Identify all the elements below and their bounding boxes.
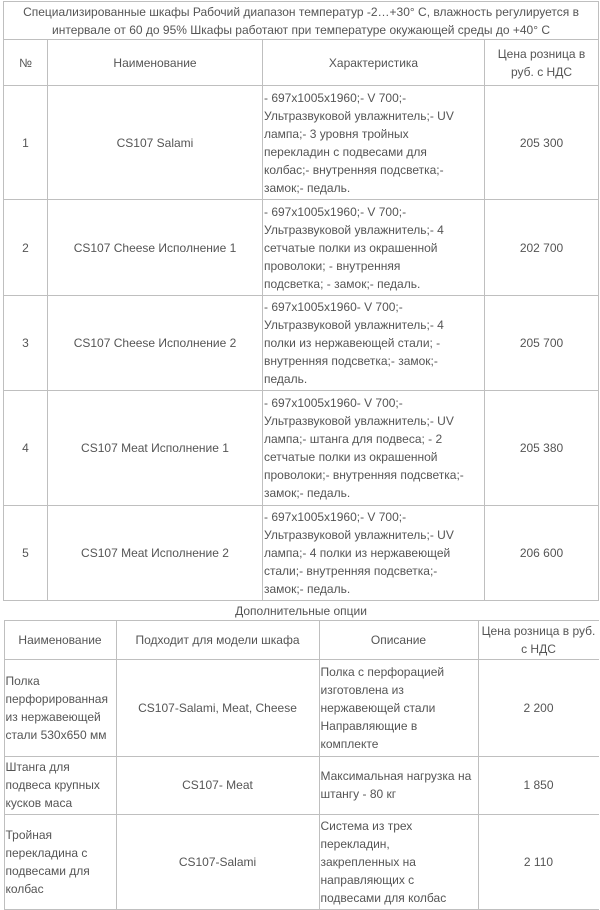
product-name: CS107 Cheese Исполнение 1 [48,200,263,296]
product-spec: - 697х1005х1960- V 700;- Ультразвуковой увлажнитель;- UV лампа;- штанга для подвеса; - 2 сетчатые полки из окрашенной проволоки;- внутренняя подсветка;- замок;- педаль. [263,391,485,506]
option-price: 2 200 [478,659,599,756]
header-row [4,40,599,86]
options-header-desc: Описание [319,621,478,659]
product-row [4,296,599,391]
options-header-name: Наименование [4,621,116,659]
option-row [4,814,599,909]
product-price: 205 300 [485,86,599,200]
product-row [4,86,599,200]
options-header-price: Цена розница в руб. с НДС [478,621,599,659]
option-name: Тройная перекладина с подвесами для колбас [4,814,116,909]
product-name: CS107 Meat Исполнение 1 [48,391,263,506]
product-name: CS107 Meat Исполнение 2 [48,506,263,601]
option-model: CS107-Salami [116,814,319,909]
product-price: 206 600 [485,506,599,601]
option-model: CS107-Salami, Meat, Cheese [116,659,319,756]
header-price: Цена розница в руб. с НДС [485,40,599,86]
product-row [4,200,599,296]
product-row [4,391,599,506]
option-desc: Максимальная нагрузка на штангу - 80 кг [319,756,478,814]
product-spec: - 697х1005х1960;- V 700;- Ультразвуковой увлажнитель;- UV лампа;- 3 уровня тройных перекладин с подвесами для колбас;- внутренняя подсветка;- замок;- педаль. [263,86,485,200]
product-name: CS107 Salami [48,86,263,200]
intro-text: Специализированные шкафы Рабочий диапазон температур -2…+30° С, влажность регулируется в интервале от 60 до 95% Шкафы работают при температуре окужающей среды до +40° С [4,2,599,40]
product-price: 205 700 [485,296,599,391]
option-desc: Полка с перфорацией изготовлена из нержавеющей стали Направляющие в комплекте [319,659,478,756]
product-num: 1 [4,86,48,200]
header-spec: Характеристика [263,40,485,86]
options-header-row [4,621,599,659]
option-name: Штанга для подвеса крупных кусков маса [4,756,116,814]
product-num: 3 [4,296,48,391]
options-title-row [4,601,599,621]
product-price: 202 700 [485,200,599,296]
product-num: 5 [4,506,48,601]
options-header-model: Подходит для модели шкафа [116,621,319,659]
option-row [4,756,599,814]
options-title: Дополнительные опции [4,601,599,621]
intro-row [4,2,599,40]
header-num: № [4,40,48,86]
product-spec: - 697х1005х1960;- V 700;- Ультразвуковой увлажнитель;- 4 сетчатые полки из окрашенной проволоки; - внутренняя подсветка; - замок;- педаль. [263,200,485,296]
option-name: Полка перфорированная из нержавеющей стали 530х650 мм [4,659,116,756]
options-table [4,621,599,910]
option-price: 1 850 [478,756,599,814]
product-name: CS107 Cheese Исполнение 2 [48,296,263,391]
product-price: 205 380 [485,391,599,506]
product-spec: - 697х1005х1960;- V 700;- Ультразвуковой увлажнитель;- UV лампа;- 4 полки из нержавеющей стали;- внутренняя подсветка;- замок;- педаль. [263,506,485,601]
option-model: CS107- Meat [116,756,319,814]
product-spec: - 697х1005х1960- V 700;- Ультразвуковой увлажнитель;- 4 полки из нержавеющей стали; - внутренняя подсветка;- замок;- педаль. [263,296,485,391]
option-row [4,659,599,756]
option-desc: Система из трех перекладин, закрепленных на направляющих с подвесами для колбас [319,814,478,909]
product-num: 2 [4,200,48,296]
price-table [3,1,599,910]
product-num: 4 [4,391,48,506]
product-row [4,506,599,601]
header-name: Наименование [48,40,263,86]
option-price: 2 110 [478,814,599,909]
